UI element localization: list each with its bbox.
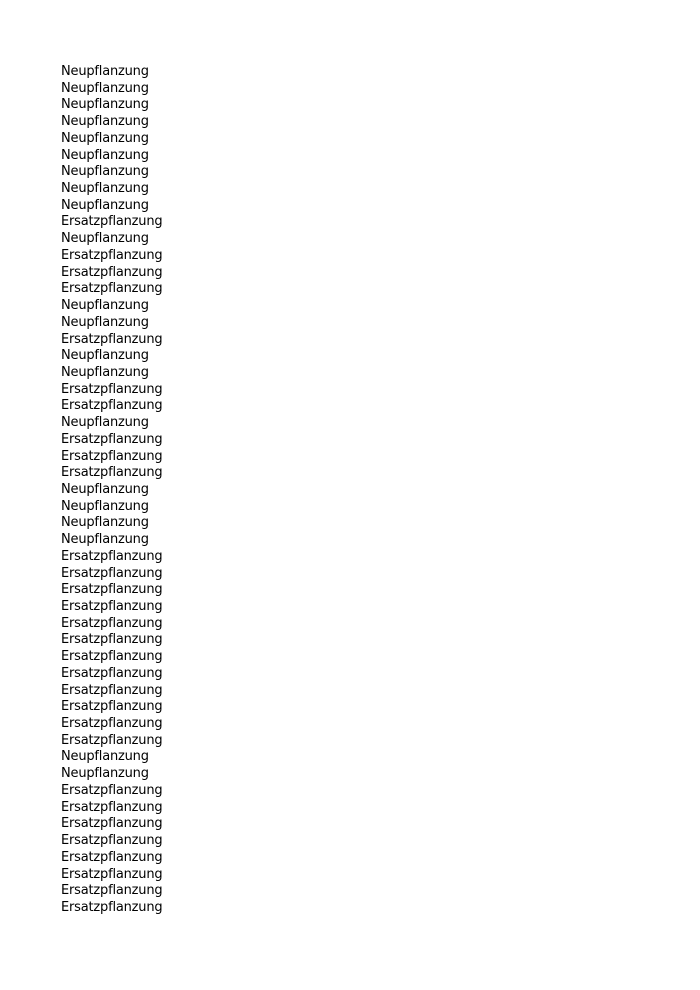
- list-item: Ersatzpflanzung: [61, 883, 163, 899]
- list-item: Neupflanzung: [61, 97, 149, 113]
- list-item: Ersatzpflanzung: [61, 782, 163, 798]
- planting-type-list: [61, 64, 162, 917]
- list-item: Ersatzpflanzung: [61, 448, 163, 464]
- list-item: Ersatzpflanzung: [61, 615, 163, 631]
- list-item: Ersatzpflanzung: [61, 699, 163, 715]
- list-item: Neupflanzung: [61, 114, 149, 130]
- list-item: Neupflanzung: [61, 364, 149, 380]
- list-item: Ersatzpflanzung: [61, 465, 163, 481]
- list-item: Neupflanzung: [61, 498, 149, 514]
- list-item: Ersatzpflanzung: [61, 214, 163, 230]
- list-item: Ersatzpflanzung: [61, 582, 163, 598]
- list-item: Ersatzpflanzung: [61, 431, 163, 447]
- list-item: Neupflanzung: [61, 515, 149, 531]
- list-item: Ersatzpflanzung: [61, 716, 163, 732]
- list-item: Neupflanzung: [61, 147, 149, 163]
- list-item: Neupflanzung: [61, 80, 149, 96]
- list-item: Ersatzpflanzung: [61, 599, 163, 614]
- list-item: Ersatzpflanzung: [61, 649, 163, 665]
- list-item: Ersatzpflanzung: [61, 833, 163, 849]
- list-item: Neupflanzung: [61, 415, 149, 431]
- list-item: Neupflanzung: [61, 749, 149, 765]
- list-item: Ersatzpflanzung: [61, 682, 163, 698]
- list-item: Ersatzpflanzung: [61, 866, 163, 882]
- list-item: Neupflanzung: [61, 766, 149, 782]
- list-item: Ersatzpflanzung: [61, 281, 163, 297]
- list-item: Neupflanzung: [61, 164, 149, 180]
- list-item: Neupflanzung: [61, 298, 149, 314]
- list-item: Ersatzpflanzung: [61, 665, 163, 681]
- list-item: Ersatzpflanzung: [61, 849, 163, 865]
- list-item: Ersatzpflanzung: [61, 331, 163, 347]
- list-item: Ersatzpflanzung: [61, 565, 163, 581]
- list-item: Neupflanzung: [61, 532, 149, 548]
- list-item: Neupflanzung: [61, 314, 149, 330]
- list-item: Neupflanzung: [61, 481, 149, 497]
- list-item: Ersatzpflanzung: [61, 548, 163, 564]
- list-item: Ersatzpflanzung: [61, 264, 163, 280]
- list-item: Ersatzpflanzung: [61, 632, 163, 648]
- list-item: Ersatzpflanzung: [61, 381, 163, 397]
- list-item: Neupflanzung: [61, 64, 149, 79]
- list-item: Neupflanzung: [61, 348, 149, 364]
- list-item: Neupflanzung: [61, 130, 149, 146]
- list-item: Neupflanzung: [61, 181, 149, 197]
- list-item: Ersatzpflanzung: [61, 799, 163, 815]
- list-item: Neupflanzung: [61, 197, 149, 213]
- list-item: Ersatzpflanzung: [61, 816, 163, 832]
- list-item: Ersatzpflanzung: [61, 732, 163, 748]
- list-item: Ersatzpflanzung: [61, 247, 163, 263]
- list-item: Ersatzpflanzung: [61, 398, 163, 414]
- list-item: Ersatzpflanzung: [61, 899, 163, 915]
- list-item: Neupflanzung: [61, 231, 149, 247]
